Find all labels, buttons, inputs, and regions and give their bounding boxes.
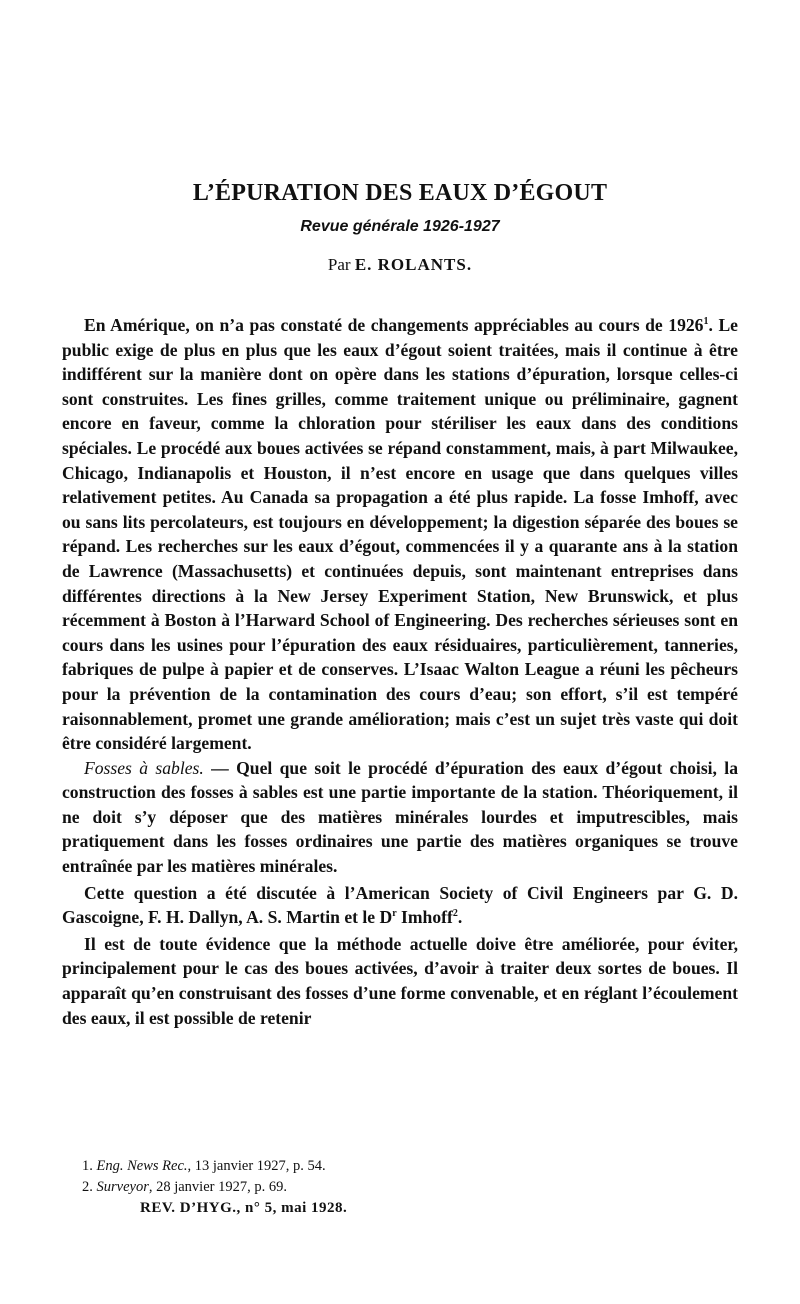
paragraph-1-start: En Amérique, on n’a pas constaté de changements appréciables au cours de 1926 xyxy=(84,315,704,335)
footnote-2 xyxy=(82,1177,682,1198)
article-subtitle: Revue générale 1926-1927 xyxy=(300,218,500,235)
footnote-1-source: Eng. News Rec. xyxy=(96,1158,188,1174)
author-name: E. ROLANTS. xyxy=(354,255,473,274)
paragraph-3 xyxy=(62,881,738,930)
author-line xyxy=(0,255,800,275)
paragraph-2-text: — Quel que soit le procédé d’épuration des eaux d’égout choisi, la construction des fosses à sables est une partie importante de la station. Théoriquement, il ne doit s’y déposer que des matières minérales lourdes et imputrescibles, mais pratiquement dans les fosses ordinaires une partie des matières organiques se trouve entraînée par les matières minérales. xyxy=(62,757,738,877)
footnote-2-source: Surveyor xyxy=(96,1179,149,1195)
paragraph-3-name: Imhoff xyxy=(396,907,453,928)
footnote-ref-2: 2 xyxy=(452,908,458,920)
paragraph-1-rest: . Le public exige de plus en plus que les eaux d’égout soient traitées, mais il continue à être indifférent sur la manière dont on opère dans les stations d’épuration, lorsque celles-ci sont construites. Les fines grilles, comme traitement unique ou préliminaire, gagnent encore en faveur, comme la chloration pour stériliser les eaux dans des conditions spéciales. Le procédé aux boues activées se répand constamment, mais, à part Milwaukee, Chicago, Indianapolis et Houston, il n’est encore en usage que dans quelques villes relativement petites. Au Canada sa propagation a été plus rapide. La fosse Imhoff, avec ou sans lits percolateurs, est toujours en développement; la digestion séparée des boues se répand. Les recherches sur les eaux d’égout, commencées il y a quarante ans à la station de Lawrence (Massachusetts) et continuées depuis, sont maintenant entreprises dans différentes directions à la New Jersey Experiment Station, New Brunswick, et plus récemment à Boston à l’Harward School of Engineering. Des recherches sérieuses sont en cours dans les usines pour l’épuration des eaux résiduaires, particulièrement, tanneries, fabriques de pulpe à papier et de conserves. L’Isaac Walton League a réuni les pêcheurs pour la prévention de la contamination des cours d’eau; son effort, s’il est tempéré raisonnablement, promet une grande amélioration; mais c’est un sujet très vaste qui doit être considéré largement. xyxy=(62,315,738,754)
footnote-1-rest: , 13 janvier 1927, p. 54. xyxy=(187,1158,326,1174)
footnote-1-num: 1. xyxy=(82,1158,93,1174)
running-footer: REV. D’HYG., n° 5, mai 1928. xyxy=(140,1200,348,1216)
paragraph-2 xyxy=(62,756,738,879)
paragraph-4: Il est de toute évidence que la méthode actuelle doive être améliorée, pour éviter, principalement pour le cas des boues activées, d’avoir à traiter deux sortes de boues. Il apparaît qu’en construisant des fosses d’une forme convenable, et en réglant l’écoulement des eaux, il est possible de retenir xyxy=(62,933,738,1028)
author-prefix: Par xyxy=(327,255,351,274)
footnote-2-rest: , 28 janvier 1927, p. 69. xyxy=(148,1179,287,1195)
footnote-ref-1: 1 xyxy=(703,316,709,328)
paragraph-3-end: . xyxy=(457,907,463,928)
footnotes xyxy=(82,1156,682,1198)
paragraph-3-start: Cette question a été discutée à l’American Society of Civil Engineers par G. D. Gascoigne, F. H. Dallyn, A. S. Martin et le D xyxy=(62,882,738,928)
footnote-1 xyxy=(82,1156,682,1177)
doctor-abbrev-sup: r xyxy=(392,908,397,920)
article-body xyxy=(62,313,738,1030)
section-heading-fosses: Fosses à sables. xyxy=(84,757,204,778)
article-title: L’ÉPURATION DES EAUX D’ÉGOUT xyxy=(192,180,608,206)
footnote-2-num: 2. xyxy=(82,1179,93,1195)
paragraph-1 xyxy=(62,313,738,756)
